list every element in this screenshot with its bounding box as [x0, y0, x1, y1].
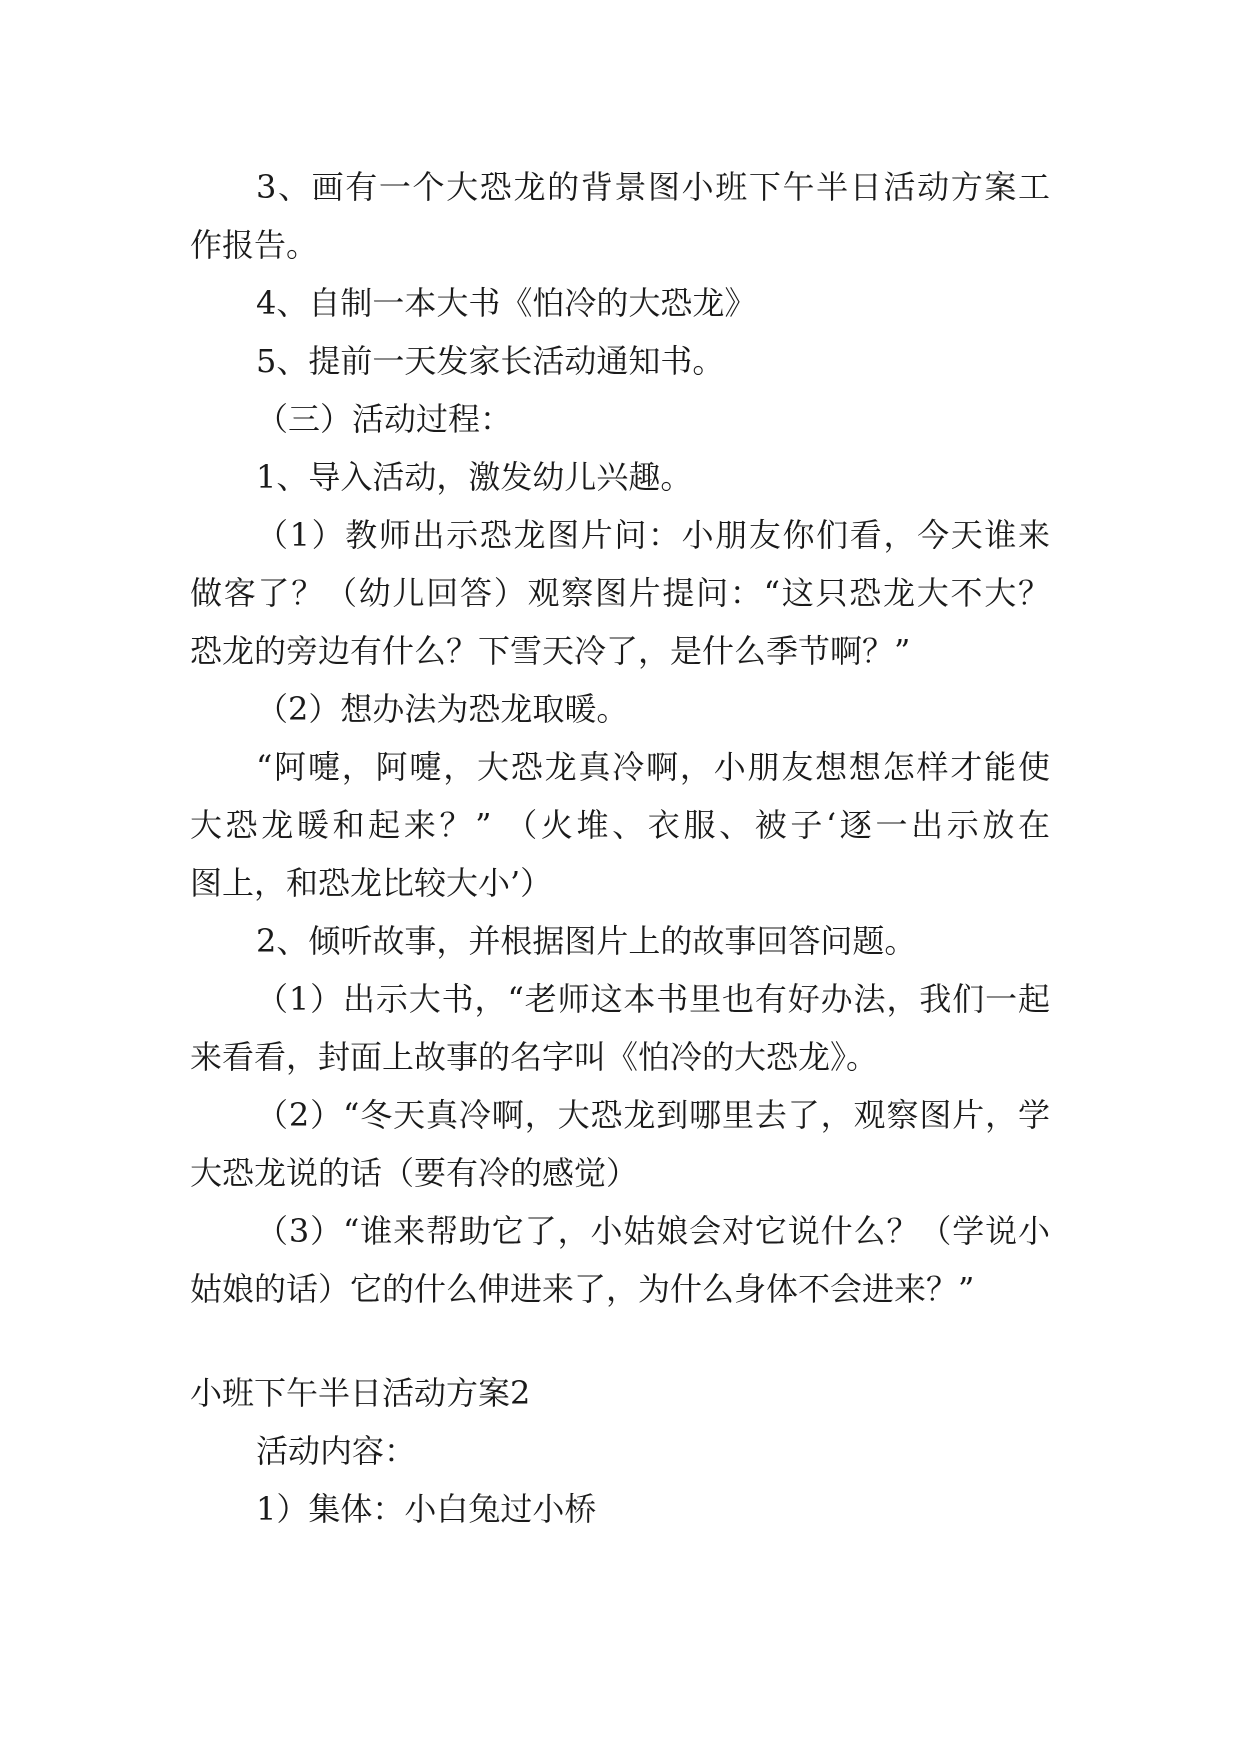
- paragraph-line: 图上，和恐龙比较大小’）: [190, 864, 553, 902]
- paragraph-line: （1）出示大书，“老师这本书里也有好办法，我们一起: [256, 980, 1050, 1018]
- paragraph-line: （1）教师出示恐龙图片问：小朋友你们看，今天谁来: [256, 516, 1050, 554]
- paragraph-line: “阿嚏，阿嚏，大恐龙真冷啊，小朋友想想怎样才能使: [256, 748, 1050, 786]
- document-title: 小班下午半日活动方案2: [190, 1374, 531, 1412]
- paragraph-line: 1）集体：小白兔过小桥: [256, 1490, 597, 1528]
- paragraph-line: （2）想办法为恐龙取暖。: [256, 690, 629, 728]
- paragraph-line: 做客了？（幼儿回答）观察图片提问：“这只恐龙大不大？: [190, 574, 1050, 612]
- paragraph-line: 5、提前一天发家长活动通知书。: [256, 342, 725, 380]
- paragraph-line: 大恐龙暖和起来？” （火堆、衣服、被子‘逐一出示放在: [190, 806, 1050, 844]
- paragraph-line: 作报告。: [190, 226, 319, 264]
- paragraph-line: （2）“冬天真冷啊，大恐龙到哪里去了，观察图片，学: [256, 1096, 1050, 1134]
- paragraph-line: 4、自制一本大书《怕冷的大恐龙》: [256, 284, 757, 322]
- paragraph-line: 恐龙的旁边有什么？下雪天冷了，是什么季节啊？”: [190, 632, 911, 670]
- paragraph-line: 来看看，封面上故事的名字叫《怕冷的大恐龙》。: [190, 1038, 879, 1076]
- paragraph-line: 1、导入活动，激发幼儿兴趣。: [256, 458, 693, 496]
- paragraph-line: 姑娘的话）它的什么伸进来了，为什么身体不会进来？”: [190, 1270, 975, 1308]
- paragraph-line: （3）“谁来帮助它了，小姑娘会对它说什么？（学说小: [256, 1212, 1050, 1250]
- paragraph-line: 3、画有一个大恐龙的背景图小班下午半日活动方案工: [256, 168, 1050, 206]
- section-heading: （三）活动过程：: [256, 400, 513, 438]
- paragraph-line: 大恐龙说的话（要有冷的感觉）: [190, 1154, 639, 1192]
- paragraph-line: 2、倾听故事，并根据图片上的故事回答问题。: [256, 922, 917, 960]
- paragraph-line: 活动内容：: [256, 1432, 417, 1470]
